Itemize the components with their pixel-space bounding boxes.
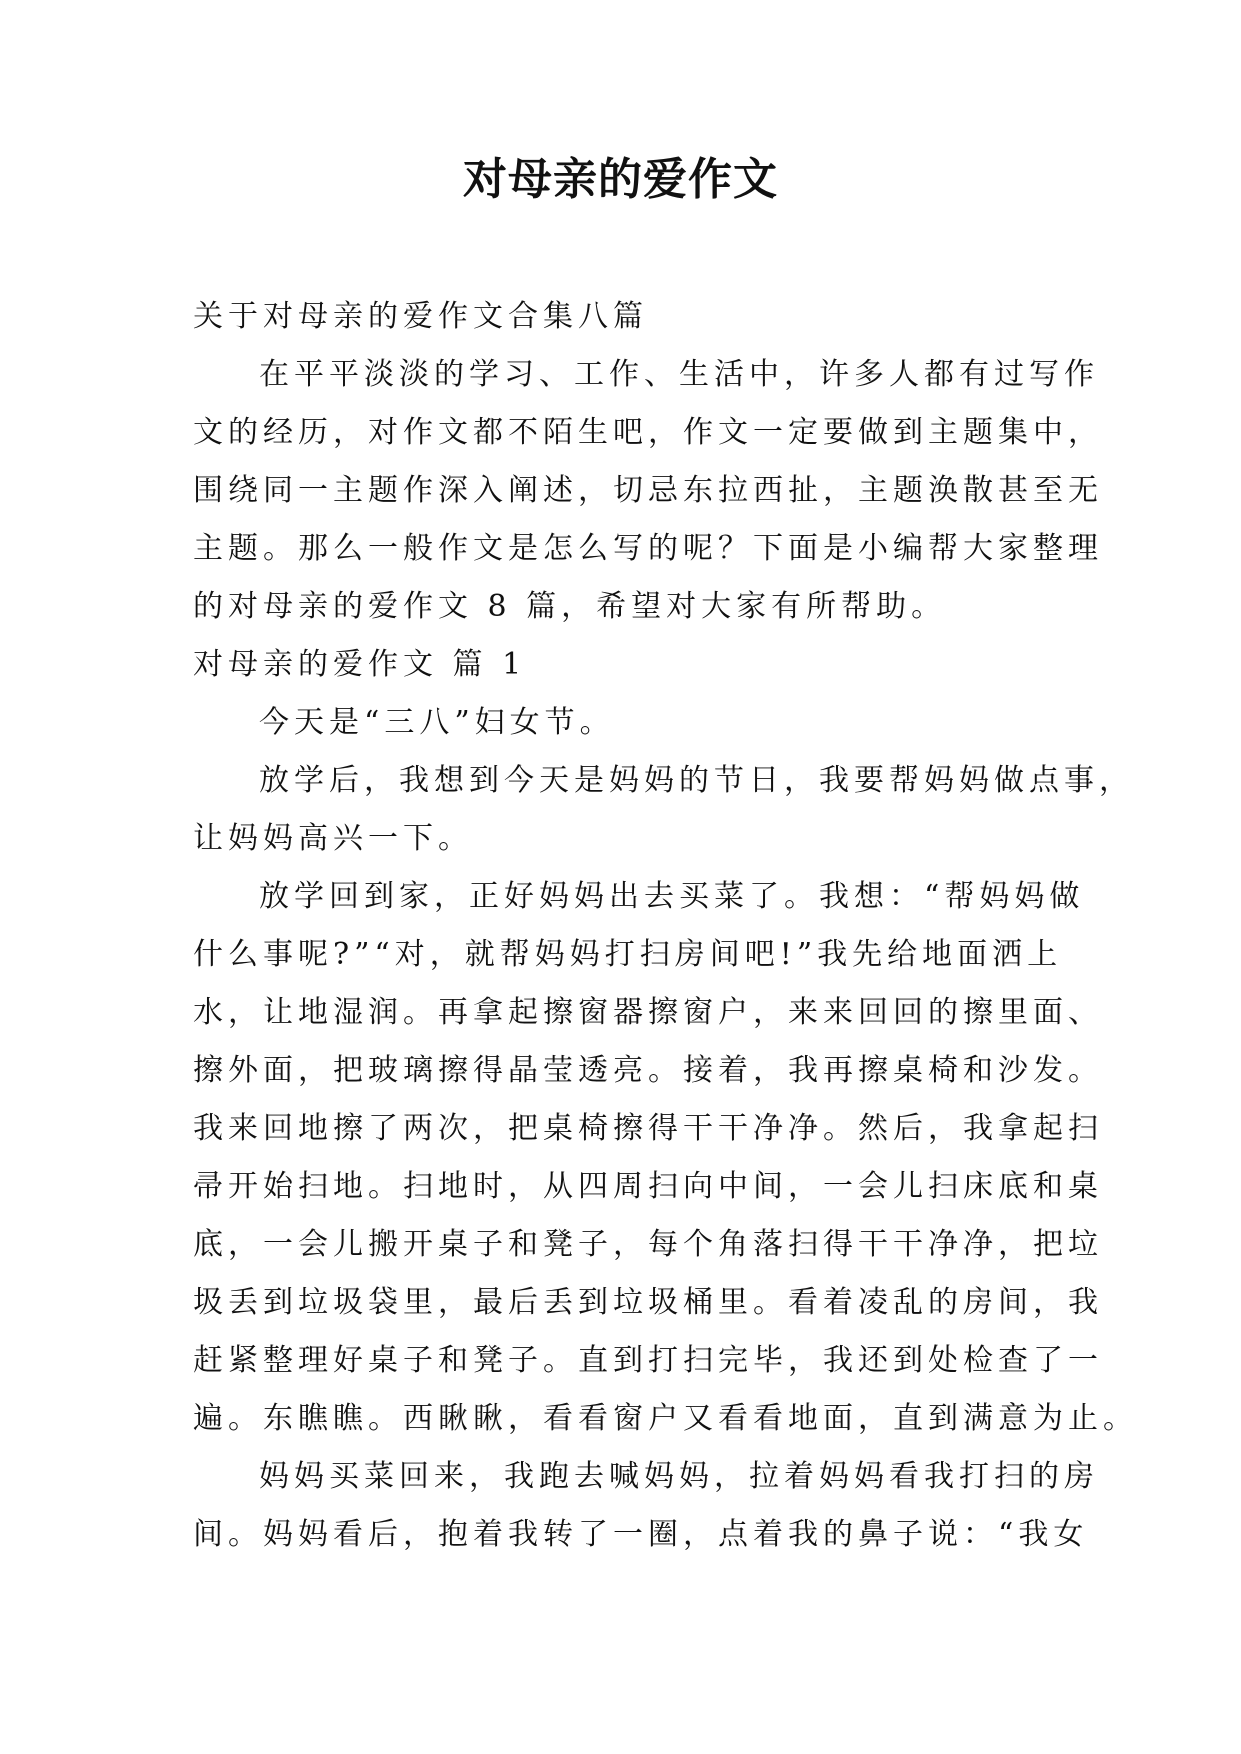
essay-paragraph-line: 赶紧整理好桌子和凳子。直到打扫完毕，我还到处检查了一 (193, 1343, 1103, 1378)
essay-paragraph-line: 水，让地湿润。再拿起擦窗器擦窗户，来来回回的擦里面、 (193, 995, 1103, 1030)
collection-heading: 关于对母亲的爱作文合集八篇 (193, 299, 648, 334)
essay-paragraph-line: 放学回到家，正好妈妈出去买菜了。我想：“帮妈妈做 (259, 879, 1085, 914)
essay-paragraph-line: 妈妈买菜回来，我跑去喊妈妈，拉着妈妈看我打扫的房 (259, 1459, 1099, 1494)
essay-paragraph-line: 我来回地擦了两次，把桌椅擦得干干净净。然后，我拿起扫 (193, 1111, 1103, 1146)
essay-paragraph-line: 今天是“三八”妇女节。 (259, 705, 615, 740)
intro-paragraph-line: 在平平淡淡的学习、工作、生活中，许多人都有过写作 (259, 357, 1099, 392)
intro-paragraph-line: 的对母亲的爱作文 8 篇，希望对大家有所帮助。 (193, 589, 947, 624)
document-body (193, 288, 1138, 1564)
essay-paragraph-line: 圾丢到垃圾袋里，最后丢到垃圾桶里。看着凌乱的房间，我 (193, 1285, 1103, 1320)
intro-paragraph-line: 主题。那么一般作文是怎么写的呢？下面是小编帮大家整理 (193, 531, 1103, 566)
essay-paragraph-line: 擦外面，把玻璃擦得晶莹透亮。接着，我再擦桌椅和沙发。 (193, 1053, 1103, 1088)
essay-paragraph-line: 底，一会儿搬开桌子和凳子，每个角落扫得干干净净，把垃 (193, 1227, 1103, 1262)
essay-paragraph-line: 间。妈妈看后，抱着我转了一圈，点着我的鼻子说：“我女 (193, 1517, 1089, 1552)
essay-paragraph-line: 帚开始扫地。扫地时，从四周扫向中间，一会儿扫床底和桌 (193, 1169, 1103, 1204)
essay-paragraph-line: 放学后，我想到今天是妈妈的节日，我要帮妈妈做点事， (259, 763, 1134, 798)
document-title: 对母亲的爱作文 (463, 154, 778, 205)
essay-paragraph-line: 什么事呢?”“对，就帮妈妈打扫房间吧!”我先给地面洒上 (193, 937, 1063, 972)
essay-heading: 对母亲的爱作文 篇 1 (193, 647, 527, 682)
essay-paragraph-line: 遍。东瞧瞧。西瞅瞅，看看窗户又看看地面，直到满意为止。 (193, 1401, 1138, 1436)
intro-paragraph-line: 围绕同一主题作深入阐述，切忌东拉西扯，主题涣散甚至无 (193, 473, 1103, 508)
essay-paragraph-line: 让妈妈高兴一下。 (193, 821, 473, 856)
intro-paragraph-line: 文的经历，对作文都不陌生吧，作文一定要做到主题集中， (193, 415, 1103, 450)
